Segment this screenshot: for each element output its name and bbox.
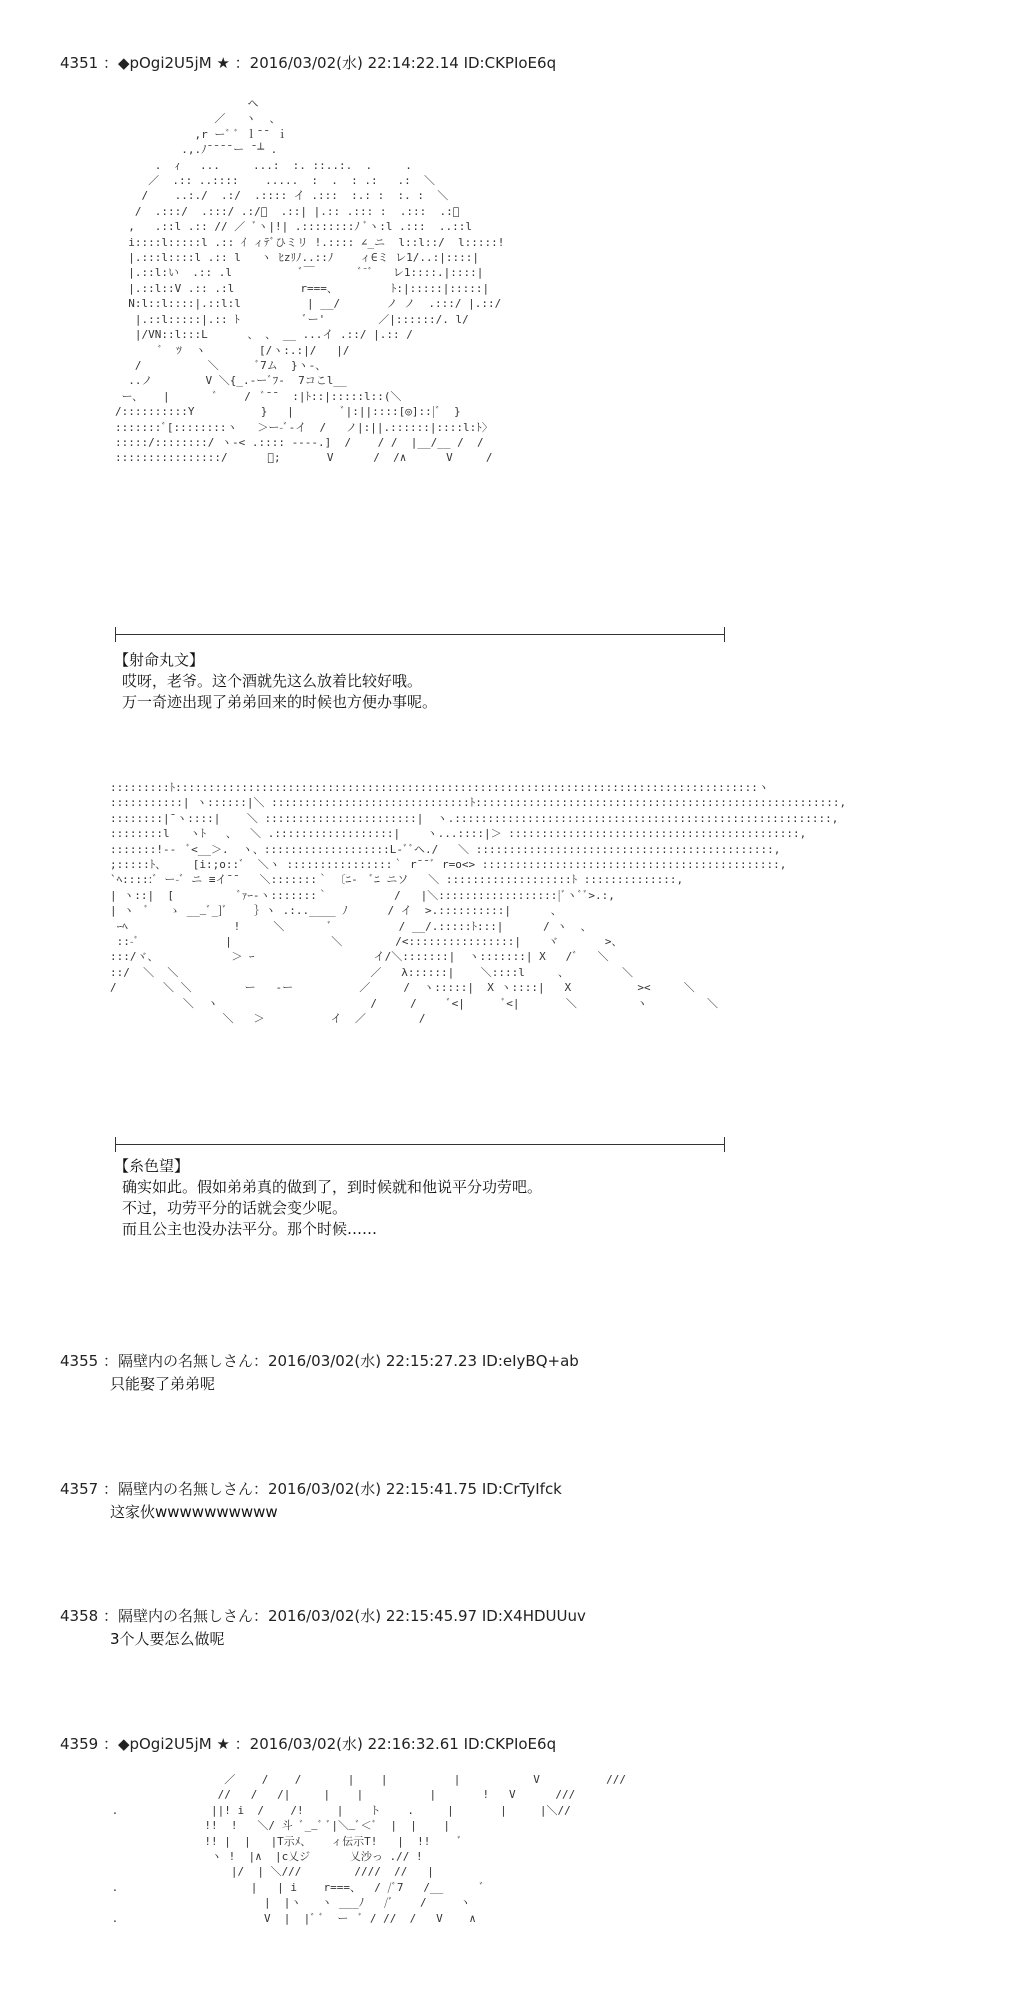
dialog-line: 不过，功劳平分的话就会变少呢。 [122, 1199, 348, 1217]
post-header: 4351 ：◆pOgi2U5jM ★ ：2016/03/02(水) 22:14:22.14 ID:CKPIoE6q [60, 54, 557, 72]
dialog-line: 确实如此。假如弟弟真的做到了，到时候就和他说平分功劳吧。 [122, 1178, 543, 1196]
post-comment: 只能娶了弟弟呢 [110, 1375, 216, 1393]
divider-tick [115, 627, 116, 642]
post-header: 4357 ：隔壁内の名無しさん：2016/03/02(水) 22:15:41.75 ID:CrTyIfck [60, 1480, 562, 1498]
dialog-block [114, 650, 438, 713]
divider-tick [115, 1137, 116, 1152]
dialog-line: 万一奇迹出现了弟弟回来的时候也方便办事呢。 [122, 693, 438, 711]
divider-tick [724, 627, 725, 642]
ascii-art-scene: :::::::::ﾄ::::::::::::::::::::::::::::::::::::::::::::::::::::::::::::::::::::::::::::::::::::::::ヽ :::::::::::| ヽ::::::|＼ ::::::::::::::::::::::::::::::ﾄ:::::::::::::::::::::::::::::::::::::::::::::::::::::::, ::::::::|¯ヽ::::| ＼ :::::::::::::::::::::::| ヽ.:::::::::::::::::::::::::::::::::::::::::::::::::::::::::, ::::::::l ヽﾄ 、 ＼ .::::::::::::::::::| ヽ...::::|＞ ::::::::::::::::::::::::::::::::::::::::::::, :::::::!-- ﾞ<__＞. ヽ、:::::::::::::::::::L-ﾞﾞヘ./ ＼ :::::::::::::::::::::::::::::::::::::::::::::, ;:::::ﾄ、 [i:;o::ﾞ ＼ヽ ::::::::::::::::｀ r¯¯ﾞ r=o<> :::::::::::::::::::::::::::::::::::::::::::::, `ﾍ:::::ﾞ ー-ﾞ ニ ≡イ¯¯ ＼:::::::｀ 〔ﾆ- ﾞﾆ ニソ ＼ :::::::::::::::::::ﾄ ::::::::::::::, | ヽ::| [ ﾞｧｰ-ヽ:::::::｀ / |＼::::::::::::::::::|ﾞヽﾞﾞ>.:, | ヽ ﾞ ゝ ___ﾞ_]ﾞ ｝ヽ .:..____ ﾉ / イ >.::::::::::| 、 ｰﾍ ! ＼ ﾞ / __/.:::::ﾄ:::| / ヽ 、 ::-ﾞ | ＼ /<::::::::::::::::| ヾ >、 :::/ヾ、 ＞ ｰ イ/＼:::::::| ヽ:::::::| X /ﾞ ＼ ::/ ＼ ＼ ／ λ::::::| ＼::::l 、 ＼ / ＼ ＼ ー -ー ／ / ヽ:::::| X ヽ::::| X >< ＼ ＼ ヽ / / ﾞ<| ﾞ<| ＼ ヽ ＼ ＼ ＞ イ ／ / [110, 781, 847, 1026]
speaker-name: 【糸色望】 [114, 1157, 190, 1175]
ascii-art-character: ヘ ／ ヽ 、 ,r ーﾞ ﾞ ｌ¯¯ ｉ .,.ﾉ¯¯¯¯ー ¯┴ . . ｨ ... ...: :. ::..:. . . ／ .:: ..:::: ..... : . : .: .: ＼ / ..:./ .:/ .:::: イ .::: :.: : :. : ＼ / .:::/ .:::/ .:/ﾞ .::| |.:: .::: : .::: .:＼ , .::l .:: // ／ ﾞヽ|!| .::::::::ﾉ ﾞヽ:l .::: ..::l i::::l:::::l .:: ｲ ィﾃﾞひミリ !.:::: ∠_ニ l::l::/ l:::::! |.:::l::::l .:: l ヽ ﾋzﾘﾉ..::ﾉ ィ∈ミ レ1/..:|::::| |.::l:い .:: .l ﾞ￣ ﾞ¯ﾞ レ1::::.|::::| |.::l::V .:: .:l r===、 ﾄ:|:::::|:::::| N:l::l::::|.::l:l | __/ ノ ノ .:::/ |.::/ |.::l:::::|.:: ﾄ ﾞー' ／|::::::/. l/ |/VN::l:::L 、 、 __ ...イ .::/ |.:: / ﾞ ﾂ ヽ [/ヽ:.:|/ |/ / ＼ ﾞ7ム }ヽ-、 ..ノ V ＼{_.-ーﾞﾌ- 7コこl__ ー、 | ﾞ / ﾞ¯¯ :|ﾄ::|:::::l::(＼ /::::::::::Y } | ﾞ|:||::::[◎]::|ﾞ } :::::::ﾞ[::::::::ヽ ＞ー-ﾞ-イ / ノ|:||.::::::|::::l:ﾄ〉 :::::/::::::::/ ヽ-< .:::: ----.] / / / |__/__ / / ::::::::::::::::/ ﾞ; V / /∧ V / [115, 97, 505, 465]
post-comment: 这家伙wwwwwwwwww [110, 1503, 278, 1521]
dialog-block [114, 1156, 543, 1240]
dialog-line: 而且公主也没办法平分。那个时候…… [122, 1220, 378, 1238]
ascii-art-character: ／ / / | | | V /// // / /| | | | ! V /// . ||! i / /! | ト . | | |＼// !! ! ＼/ 斗 ﾞ__ﾞ ﾞ|＼_ﾞ＜ﾞ | | | !! | | |T示ﾒ、 ィ伝示T! | !! ﾞ ヽ ! |∧ |c乂ジ 乂沙っ .// ! |/ | ＼/// //// // | . | | i r===、 / /ﾞ7 /__ ﾞ | |ヽ ヽ ___ﾉ /ﾞ / ヽ . V | |ﾞ ﾞ ー ﾞ / // / V ∧ [111, 1773, 626, 1925]
speaker-name: 【射命丸文】 [114, 651, 205, 669]
dialog-line: 哎呀，老爷。这个酒就先这么放着比较好哦。 [122, 672, 423, 690]
post-comment: 3个人要怎么做呢 [110, 1630, 225, 1648]
post-header: 4359 ：◆pOgi2U5jM ★ ：2016/03/02(水) 22:16:32.61 ID:CKPIoE6q [60, 1735, 557, 1753]
divider [115, 1144, 725, 1145]
divider-tick [724, 1137, 725, 1152]
post-header: 4355 ：隔壁内の名無しさん：2016/03/02(水) 22:15:27.23 ID:eIyBQ+ab [60, 1352, 579, 1370]
divider [115, 634, 725, 635]
post-header: 4358 ：隔壁内の名無しさん：2016/03/02(水) 22:15:45.97 ID:X4HDUUuv [60, 1607, 586, 1625]
